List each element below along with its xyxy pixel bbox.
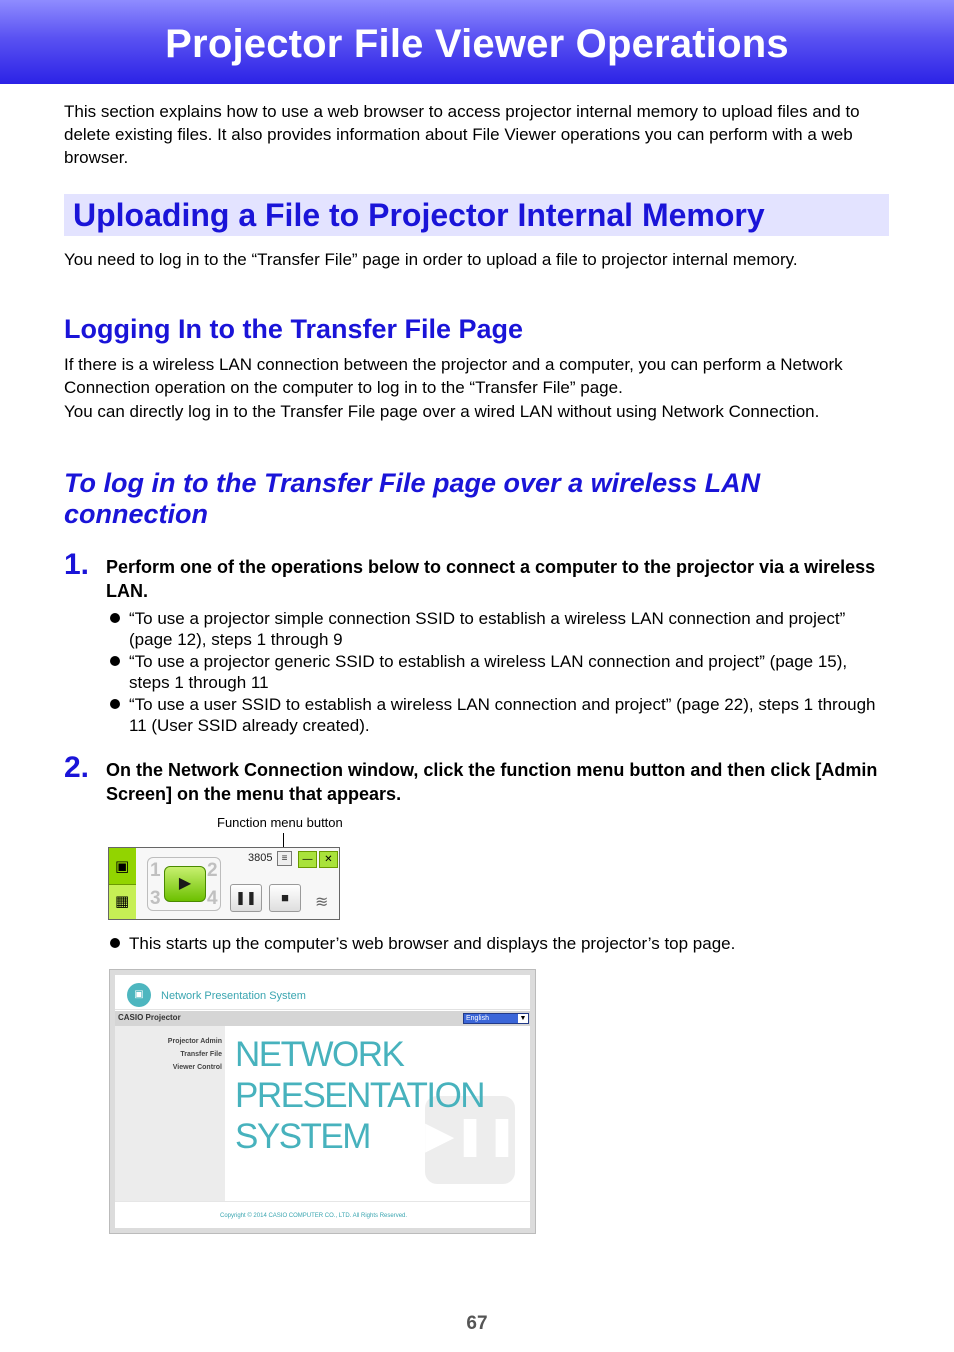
pause-button[interactable] bbox=[230, 884, 262, 912]
nps-hero-title bbox=[235, 1034, 484, 1157]
close-button[interactable] bbox=[319, 851, 338, 868]
menu-icon: ≡ bbox=[281, 853, 288, 864]
nps-header bbox=[115, 975, 530, 1010]
sidebar-item-transfer-file[interactable]: Transfer File bbox=[180, 1051, 222, 1058]
stop-icon: ■ bbox=[281, 890, 289, 905]
nps-title-bar bbox=[115, 1011, 530, 1026]
nps-footer bbox=[115, 1201, 530, 1228]
intro-paragraph: This section explains how to use a web browser to access projector internal memory to upload files and to delete existing files. It also provides information about File Viewer operations you can perform with a web browser. bbox=[64, 102, 860, 167]
play-button[interactable] bbox=[164, 866, 206, 902]
play-pause-watermark-icon: ▶❚❚ bbox=[425, 1096, 515, 1184]
function-menu-button[interactable] bbox=[277, 851, 292, 866]
page-banner bbox=[0, 0, 954, 84]
list-item-text: “To use a projector simple connection SSID to establish a wireless LAN connection and project” (page 12), steps 1 through 9 bbox=[129, 609, 846, 649]
section-intro: You need to log in to the “Transfer File” page in order to upload a file to projector internal memory. bbox=[64, 250, 798, 269]
list-item-text: This starts up the computer’s web browser and displays the projector’s top page. bbox=[129, 934, 736, 953]
hero-line: NETWORK bbox=[235, 1035, 404, 1074]
grid-digit: 1 bbox=[150, 860, 161, 881]
film-icon[interactable]: ▦ bbox=[115, 893, 130, 910]
toolbar-sidebar bbox=[109, 848, 136, 919]
step-text: Perform one of the operations below to connect a computer to the projector via a wireless LAN. bbox=[106, 557, 876, 601]
wifi-signal-icon: ≋ bbox=[315, 894, 329, 911]
copyright-text: Copyright © 2014 CASIO COMPUTER CO., LTD. All Rights Reserved. bbox=[220, 1213, 408, 1219]
language-value: English bbox=[466, 1015, 489, 1022]
grid-digit: 4 bbox=[207, 888, 218, 909]
list-item-text: “To use a user SSID to establish a wireless LAN connection and project” (page 22), steps 1 through 11 (User SSID already created). bbox=[129, 695, 876, 735]
grid-digit: 3 bbox=[150, 888, 161, 909]
section-title: Uploading a File to Projector Internal Memory bbox=[73, 197, 765, 233]
computer-icon[interactable]: ▣ bbox=[115, 858, 130, 875]
stop-button[interactable] bbox=[269, 884, 301, 912]
nps-sidebar bbox=[115, 1026, 225, 1201]
step-number: 2. bbox=[64, 751, 90, 784]
figure-caption: Function menu button bbox=[217, 815, 343, 830]
sidebar-item-viewer-control[interactable]: Viewer Control bbox=[172, 1064, 222, 1071]
browser-page bbox=[115, 975, 530, 1228]
nps-app-title: Network Presentation System bbox=[161, 990, 306, 1002]
network-connection-toolbar bbox=[108, 847, 340, 920]
procedure-title: To log in to the Transfer File page over a wireless LAN connection bbox=[64, 468, 761, 529]
bullet-icon bbox=[110, 656, 120, 666]
bullet-icon bbox=[110, 699, 120, 709]
hero-line: SYSTEM bbox=[235, 1117, 370, 1156]
sidebar-item-projector-admin[interactable]: Projector Admin bbox=[167, 1038, 222, 1045]
bullet-icon bbox=[110, 613, 120, 623]
play-icon: ▶ bbox=[178, 875, 192, 892]
minimize-icon: — bbox=[302, 854, 313, 865]
connection-counter: 3805 bbox=[248, 852, 273, 864]
list-item-text: “To use a projector generic SSID to establish a wireless LAN connection and project” (page 15), steps 1 through 11 bbox=[129, 652, 848, 692]
nps-main bbox=[225, 1026, 530, 1201]
language-select[interactable] bbox=[463, 1013, 529, 1024]
subsection-title: Logging In to the Transfer File Page bbox=[64, 314, 524, 344]
page-number: 67 bbox=[466, 1313, 488, 1334]
chevron-down-icon: ▼ bbox=[519, 1015, 527, 1022]
step-number: 1. bbox=[64, 548, 90, 581]
browser-screenshot bbox=[109, 969, 536, 1234]
subsection-para-1: If there is a wireless LAN connection between the projector and a computer, you can perform a Network Connection operation on the computer to log in to the “Transfer File” page. bbox=[64, 355, 843, 397]
close-icon: ✕ bbox=[324, 854, 333, 865]
page-title: Projector File Viewer Operations bbox=[165, 22, 789, 66]
nps-logo-icon: ▣ bbox=[127, 983, 151, 1007]
minimize-button[interactable] bbox=[298, 851, 317, 868]
bullet-icon bbox=[110, 938, 120, 948]
subsection-para-2: You can directly log in to the Transfer File page over a wired LAN without using Network Connection. bbox=[64, 402, 820, 421]
step-text: On the Network Connection window, click the function menu button and then click [Admin Screen] on the menu that appears. bbox=[106, 760, 878, 804]
projector-label: CASIO Projector bbox=[118, 1013, 181, 1022]
pause-icon: ❚❚ bbox=[235, 890, 257, 905]
grid-digit: 2 bbox=[207, 860, 218, 881]
hero-line: PRESENTATION bbox=[235, 1076, 485, 1115]
section-heading-bar bbox=[64, 194, 889, 236]
